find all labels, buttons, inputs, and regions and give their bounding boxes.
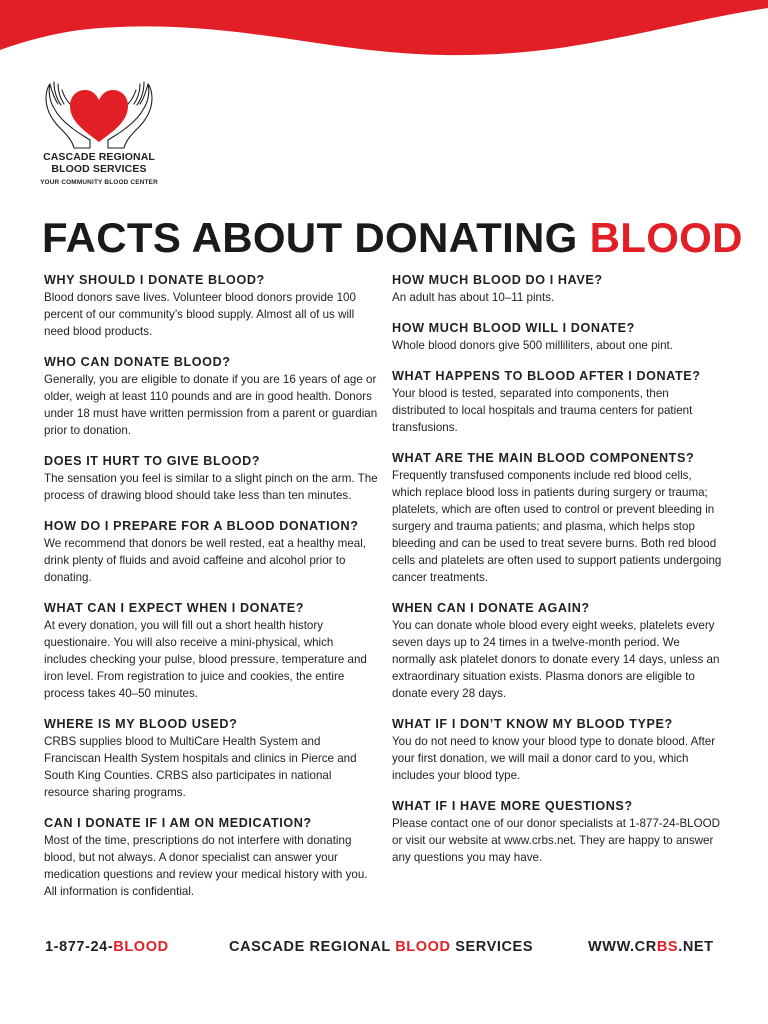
logo-tagline: YOUR COMMUNITY BLOOD CENTER	[40, 179, 158, 186]
faq-answer: The sensation you feel is similar to a slight pinch on the arm. The process of drawing blood should take less than ten minutes.	[44, 472, 378, 502]
faq-answer: At every donation, you will fill out a short health history questionaire. You will also receive a mini-physical, which includes checking your pulse, blood pressure, temperature and iron level. From registration to juice and cookies, the entire process takes 40–50 minutes.	[44, 619, 367, 700]
faq-answer: You do not need to know your blood type to donate blood. After your first donation, we will mail a donor card to you, which includes your blood type.	[392, 735, 716, 782]
footer-phone-prefix: 1-877-24-	[45, 939, 114, 955]
faq-question: WHAT ARE THE MAIN BLOOD COMPONENTS?	[392, 451, 695, 465]
faq-item	[392, 320, 722, 354]
faq-question: HOW MUCH BLOOD WILL I DONATE?	[392, 321, 635, 335]
footer-org-part1: CASCADE REGIONAL	[229, 939, 396, 955]
title-main: FACTS ABOUT DONATING	[42, 214, 590, 261]
faq-question: HOW MUCH BLOOD DO I HAVE?	[392, 273, 603, 287]
faq-column-left	[44, 272, 378, 914]
faq-question: WHO CAN DONATE BLOOD?	[44, 355, 231, 369]
faq-item	[44, 453, 378, 504]
faq-question: CAN I DONATE IF I AM ON MEDICATION?	[44, 816, 312, 830]
faq-question: WHAT HAPPENS TO BLOOD AFTER I DONATE?	[392, 369, 701, 383]
faq-answer: Frequently transfused components include red blood cells, which replace blood loss in patients during surgery or trauma; platelets, which are often used to control or prevent bleeding in surgery and trauma patients; and plasma, which helps stop bleeding and can be used to treat severe burns. Both red blood cells and platelets are often used to support patients undergoing cancer treatments.	[392, 469, 722, 584]
faq-answer: Whole blood donors give 500 milliliters, about one pint.	[392, 339, 673, 352]
faq-item	[392, 272, 722, 306]
faq-item	[392, 600, 722, 702]
footer-web-part2: .NET	[678, 939, 714, 955]
faq-item	[44, 600, 378, 702]
faq-item	[392, 716, 722, 784]
faq-answer: Your blood is tested, separated into components, then distributed to local hospitals and trauma centers for patient transfusions.	[392, 387, 693, 434]
faq-question: WHAT IF I HAVE MORE QUESTIONS?	[392, 799, 633, 813]
faq-item	[44, 815, 378, 900]
faq-question: DOES IT HURT TO GIVE BLOOD?	[44, 454, 261, 468]
page-title	[42, 214, 743, 262]
footer-phone	[45, 939, 169, 955]
faq-answer: Most of the time, prescriptions do not interfere with donating blood, but not always. A donor specialist can answer your medication questions and review your medical history with you. All information is confidential.	[44, 834, 368, 898]
faq-item	[392, 450, 722, 586]
faq-item	[44, 272, 378, 340]
footer-org-highlight: BLOOD	[395, 939, 451, 955]
footer-org-name	[229, 939, 533, 955]
faq-answer: Blood donors save lives. Volunteer blood donors provide 100 percent of our community’s blood supply. Almost all of us will need blood products.	[44, 291, 356, 338]
footer-web-part1: WWW.CR	[588, 939, 657, 955]
logo-name-line1: CASCADE REGIONAL	[43, 151, 155, 163]
heart-shape	[70, 90, 128, 142]
faq-question: WHAT IF I DON’T KNOW MY BLOOD TYPE?	[392, 717, 673, 731]
faq-item	[392, 798, 722, 866]
footer-phone-highlight: BLOOD	[113, 939, 169, 955]
faq-question: WHAT CAN I EXPECT WHEN I DONATE?	[44, 601, 305, 615]
footer	[0, 939, 768, 963]
faq-question: WHERE IS MY BLOOD USED?	[44, 717, 238, 731]
footer-org-part2: SERVICES	[450, 939, 534, 955]
hands-heart-icon	[44, 78, 154, 150]
logo-name-line2: BLOOD SERVICES	[51, 163, 147, 175]
title-highlight: BLOOD	[589, 214, 743, 261]
faq-answer: We recommend that donors be well rested, eat a healthy meal, drink plenty of fluids and avoid caffeine and alcohol prior to donating.	[44, 537, 367, 584]
header-wave-banner	[0, 0, 768, 80]
faq-item	[44, 518, 378, 586]
faq-answer: Generally, you are eligible to donate if you are 16 years of age or older, weigh at least 110 pounds and are in good health. Donors under 18 must have written permission from a parent or guardian prior to donation.	[44, 373, 378, 437]
faq-answer: Please contact one of our donor specialists at 1-877-24-BLOOD or visit our website at www.crbs.net. They are happy to answer any questions you may have.	[392, 817, 721, 864]
faq-item	[44, 716, 378, 801]
faq-question: HOW DO I PREPARE FOR A BLOOD DONATION?	[44, 519, 359, 533]
faq-column-right	[392, 272, 722, 880]
faq-question: WHY SHOULD I DONATE BLOOD?	[44, 273, 265, 287]
faq-question: WHEN CAN I DONATE AGAIN?	[392, 601, 590, 615]
faq-answer: An adult has about 10–11 pints.	[392, 291, 555, 304]
footer-website	[588, 939, 714, 955]
faq-item	[44, 354, 378, 439]
faq-answer: You can donate whole blood every eight weeks, platelets every seven days up to 24 times in a twelve-month period. We normally ask platelet donors to donate every 14 days, unless an extraordinary situation exists. Plasma donors are eligible to donate every 28 days.	[392, 619, 720, 700]
crbs-logo	[34, 78, 164, 188]
footer-web-highlight: BS	[656, 939, 679, 955]
faq-item	[392, 368, 722, 436]
faq-answer: CRBS supplies blood to MultiCare Health System and Franciscan Health System hospitals and clinics in Pierce and South King Counties. CRBS also participates in national resource sharing programs.	[44, 735, 357, 799]
